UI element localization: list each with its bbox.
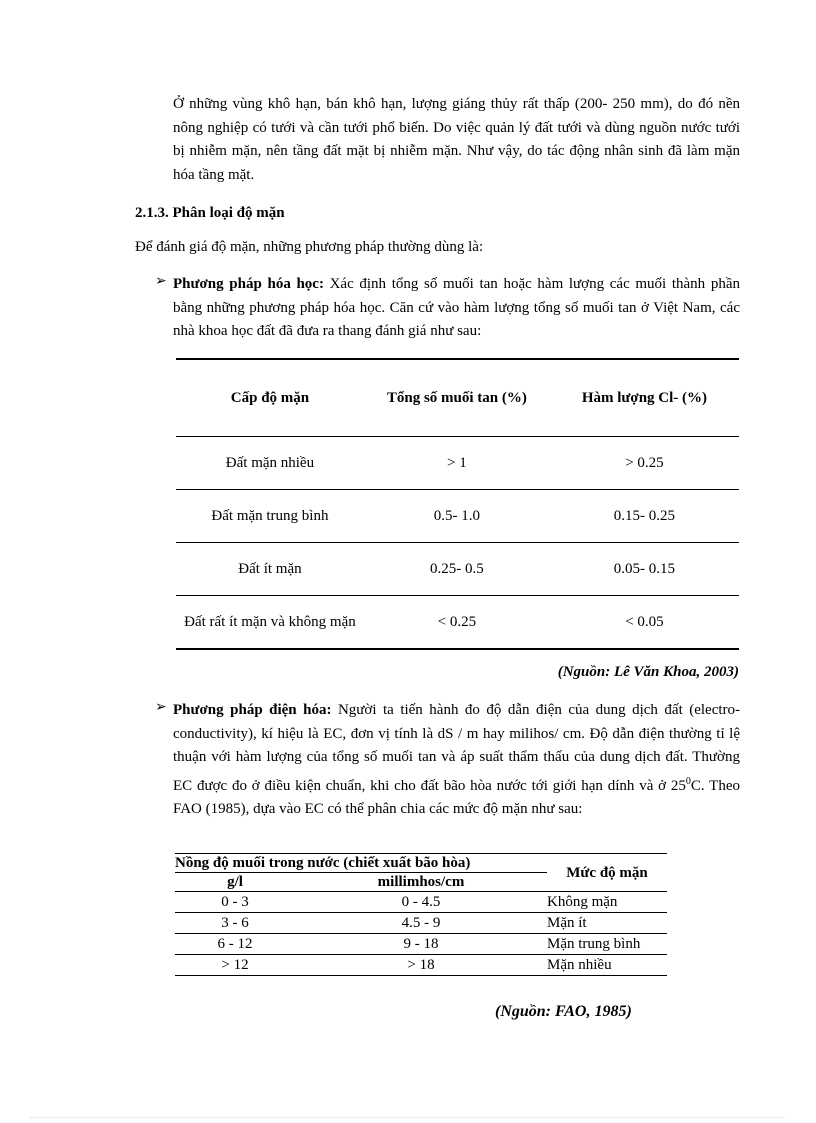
superscript: 0 (685, 775, 691, 787)
table-cell: 0.15- 0.25 (550, 490, 739, 543)
table-cell: Mặn trung bình (547, 934, 667, 955)
table-cell: 6 - 12 (175, 934, 295, 955)
table-row (176, 490, 739, 543)
table-cell: Mặn nhiều (547, 955, 667, 976)
table-cell: Mặn ít (547, 913, 667, 934)
table-cell: 0.5- 1.0 (364, 490, 550, 543)
table-cell: > 0.25 (550, 437, 739, 490)
table-cell: 9 - 18 (295, 934, 547, 955)
source-citation-1: (Nguồn: Lê Văn Khoa, 2003) (557, 664, 739, 680)
table-row (176, 543, 739, 596)
table2-level-header: Mức độ mặn (566, 864, 648, 881)
table-cell: > 18 (295, 955, 547, 976)
table-row (175, 892, 667, 913)
table-cell: > 12 (175, 955, 295, 976)
bullet-text: Xác định tổng số muối tan hoặc hàm lượng các muối thành phần bằng những phương pháp hóa học. Căn cứ vào hàm lượng tổng số muối tan ở Việt Nam, các nhà khoa học đất đã đưa ra thang đánh giá như sau: (173, 276, 740, 339)
table1-header: Hàm lượng Cl- (%) (550, 359, 739, 437)
section-heading: 2.1.3. Phân loại độ mặn (135, 205, 285, 221)
page-bottom-divider (30, 1117, 786, 1118)
bullet-label: Phương pháp hóa học: (173, 276, 324, 292)
table-cell: Đất ít mặn (176, 543, 364, 596)
table-cell: 0 - 3 (175, 892, 295, 913)
bullet-text: C. Theo FAO (1985), dựa vào EC có thể phân chia các mức độ mặn như sau: (173, 777, 740, 817)
table-cell: 0.05- 0.15 (550, 543, 739, 596)
table-row (175, 955, 667, 976)
table2-sub-header: millimhos/cm (295, 873, 547, 892)
table-cell: 0.25- 0.5 (364, 543, 550, 596)
source-citation-2: (Nguồn: FAO, 1985) (495, 1003, 632, 1020)
bullet-label: Phương pháp điện hóa: (173, 702, 332, 718)
salinity-table-fao (175, 853, 667, 976)
table1-header: Tổng số muối tan (%) (364, 359, 550, 437)
intro-text: Để đánh giá độ mặn, những phương pháp thường dùng là: (135, 239, 484, 255)
table-cell: Đất rất ít mặn và không mặn (184, 613, 356, 630)
table-cell: < 0.05 (625, 613, 664, 630)
table-cell: Đất mặn trung bình (176, 490, 364, 543)
table2-sub-header: g/l (175, 873, 295, 892)
bullet-text: Người ta tiến hành đo độ dẫn điện của dung dịch đất (electro-conductivity), kí hiệu là EC, đơn vị tính là dS / m hay milihos/ cm. Độ dẫn điện thường tỉ lệ thuận với hàm lượng của tổng số muối tan và áp suất thẩm thấu của dung dịch đất. Thường EC được đo ở điều kiện chuẩn, khi cho đất bão hòa nước tới giới hạn dính và ở 25 (173, 702, 741, 794)
table1-header: Cấp độ mặn (176, 359, 364, 437)
table2-group-header: Nồng độ muối trong nước (chiết xuất bão hòa) (175, 855, 471, 871)
table-cell: Không mặn (547, 892, 667, 913)
paragraph-arid-regions: Ở những vùng khô hạn, bán khô hạn, lượng giáng thủy rất thấp (200- 250 mm), do đó nền nông nghiệp có tưới và cần tưới phổ biến. Do việc quản lý đất tưới và dùng nguồn nước tưới bị nhiễm mặn, nên tầng đất mặt bị nhiễm mặn. Như vậy, do tác động nhân sinh đã làm mặn hóa tầng mặt. (173, 96, 740, 183)
arrow-bullet-icon: ➢ (155, 700, 167, 715)
bullet-electrochemical-method (155, 699, 740, 822)
bullet-chemical-method (155, 273, 740, 344)
table-cell: Đất mặn nhiều (176, 437, 364, 490)
arrow-bullet-icon: ➢ (155, 274, 167, 289)
table-cell: 3 - 6 (175, 913, 295, 934)
table-cell: < 0.25 (437, 613, 477, 630)
table-row (175, 913, 667, 934)
table-cell: 0 - 4.5 (295, 892, 547, 913)
table-row (176, 437, 739, 490)
table-cell: 4.5 - 9 (295, 913, 547, 934)
salinity-table-vietnam (176, 358, 739, 650)
table-row (176, 596, 739, 650)
table-row (175, 934, 667, 955)
table-cell: > 1 (364, 437, 550, 490)
